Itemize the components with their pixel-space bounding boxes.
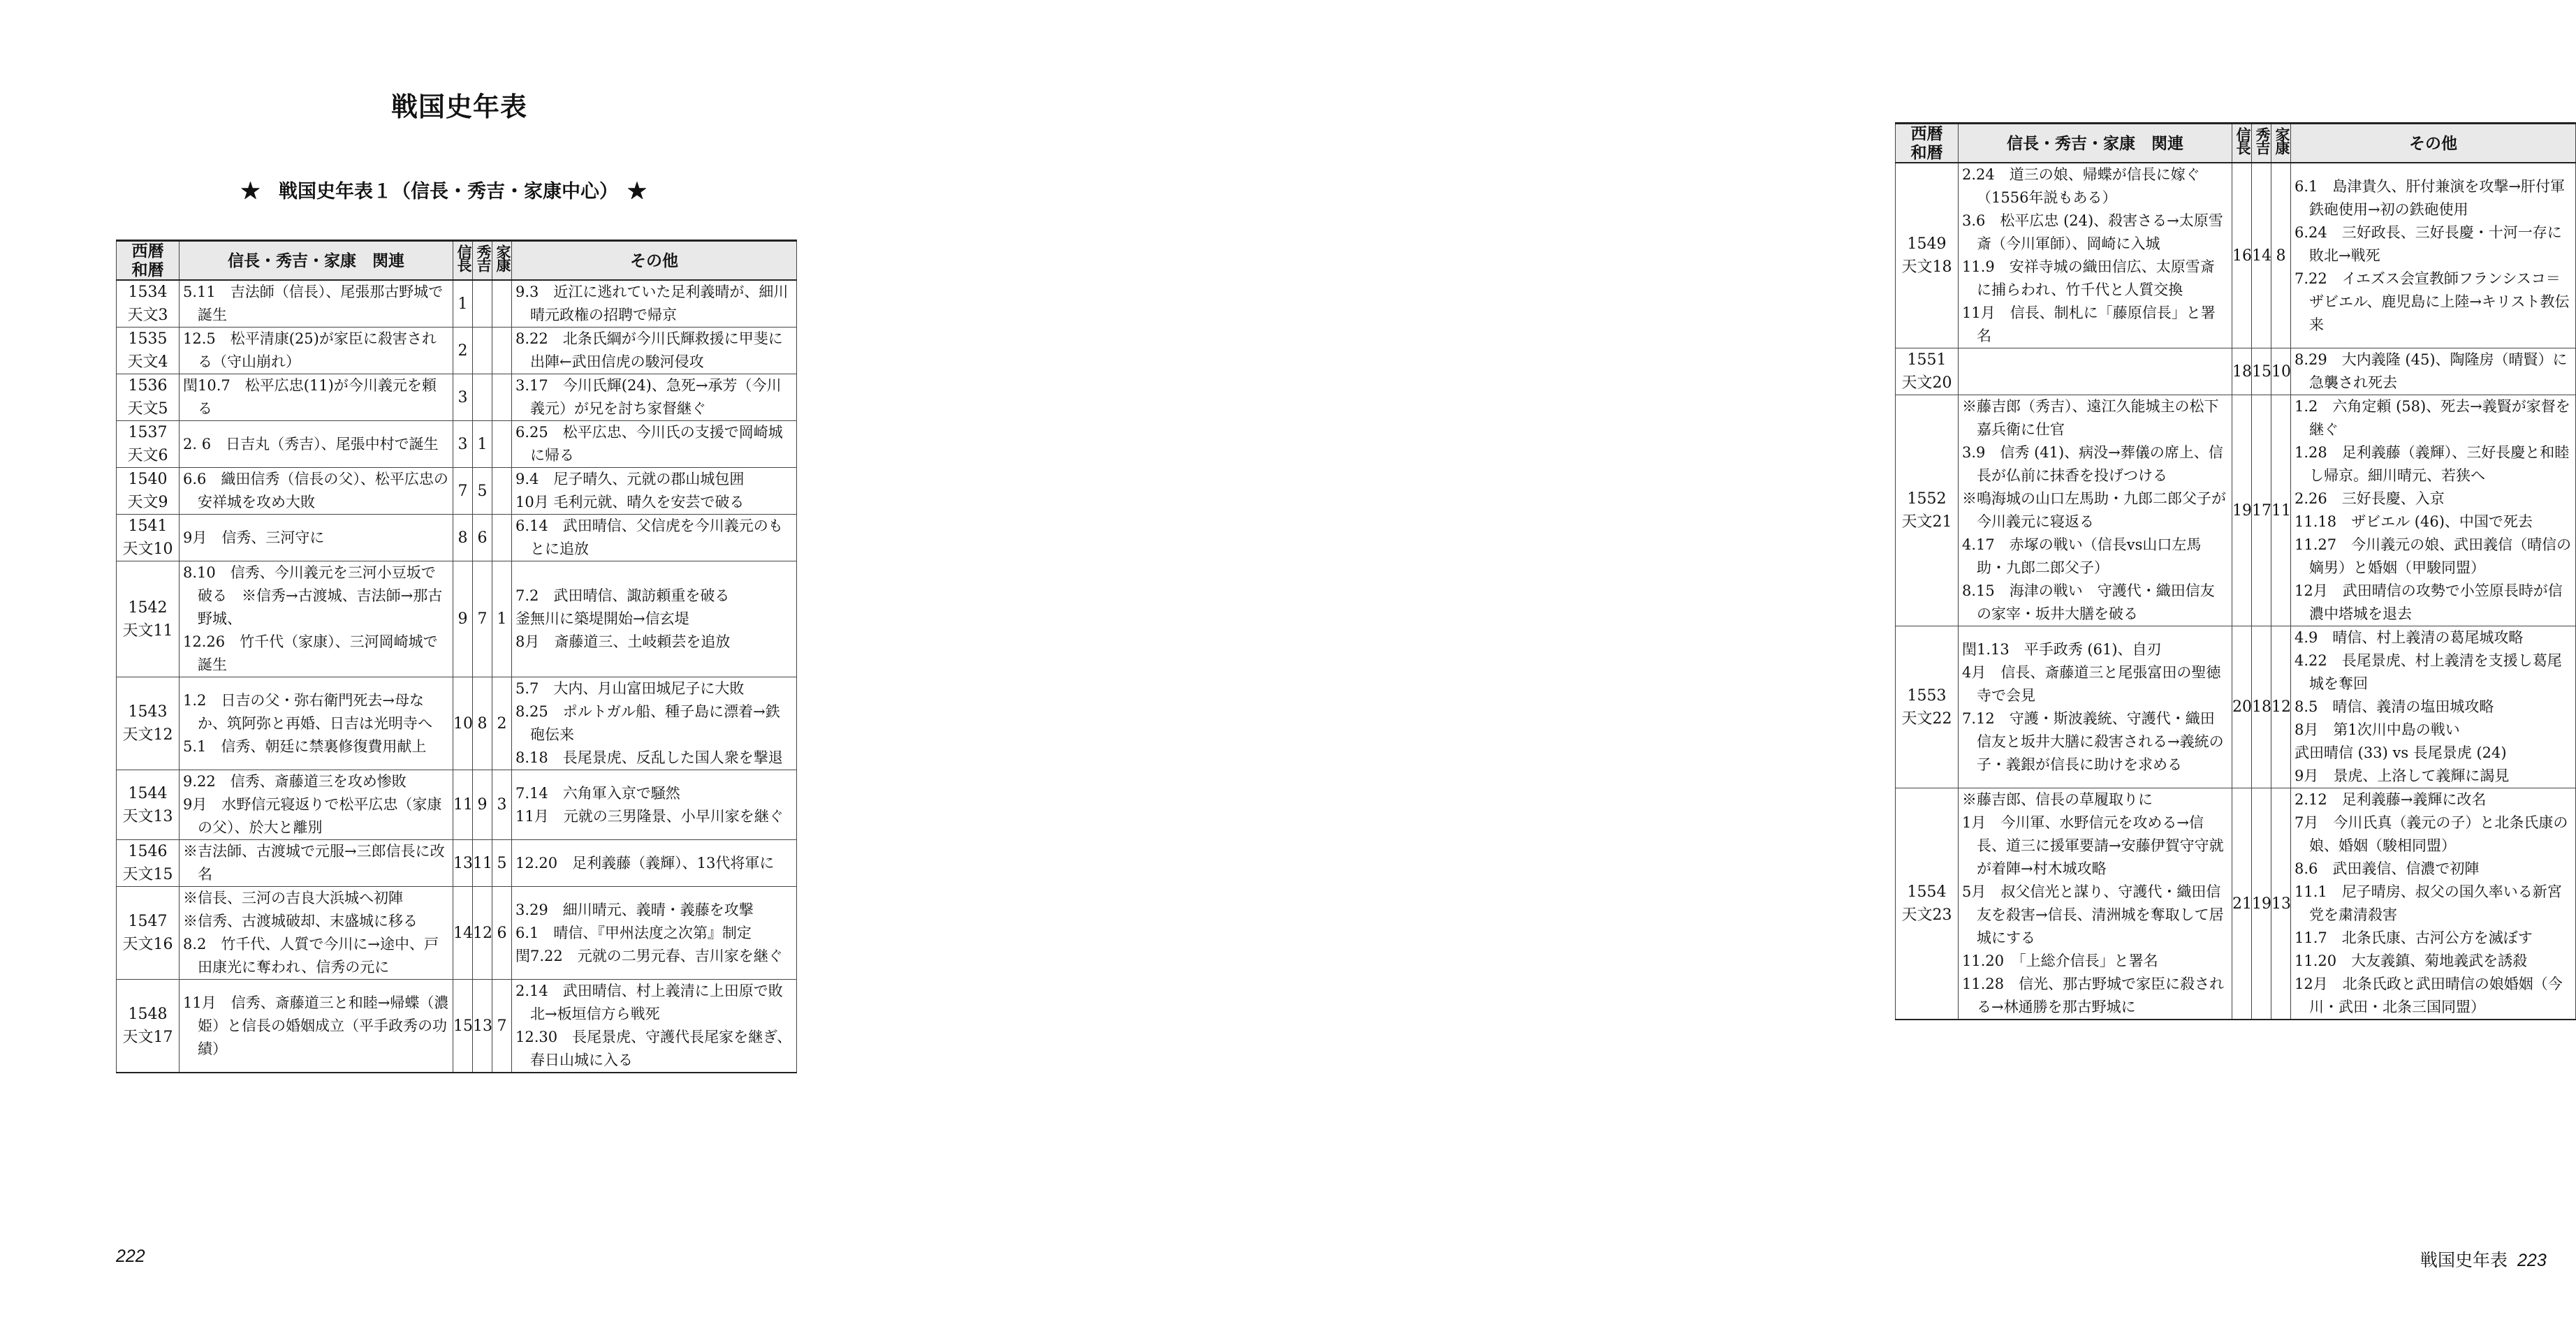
other-entry: 12月 武田晴信の攻勢で小笠原長時が信濃中塔城を退去 — [2295, 582, 2563, 622]
table-row — [117, 374, 797, 421]
table-row — [117, 887, 797, 980]
era-year: 天文12 — [122, 726, 173, 744]
other-entry: 12.30 長尾景虎、守護代長尾家を継ぎ、春日山城に入る — [515, 1029, 792, 1068]
ieyasu-age — [492, 421, 512, 468]
events-cell — [180, 770, 453, 840]
western-year: 1551 — [1907, 351, 1947, 369]
nobunaga-age: 21 — [2232, 788, 2252, 1020]
ieyasu-age — [492, 328, 512, 374]
era-year: 天文13 — [122, 807, 173, 825]
page-number-left: 222 — [116, 1246, 145, 1266]
western-year: 1544 — [128, 784, 168, 802]
other-entry: 1.2 六角定頼 (58)、死去→義賢が家督を継ぐ — [2295, 398, 2570, 438]
era-year: 天文15 — [122, 866, 173, 883]
nobunaga-age: 1 — [453, 280, 473, 328]
event-entry: 1月 今川軍、水野信元を攻める→信長、道三に援軍要請→安藤伊賀守守就が着陣→村木城攻略 — [1962, 814, 2224, 877]
year-cell — [1896, 348, 1959, 395]
left-page — [0, 0, 894, 1324]
era-year: 天文23 — [1901, 906, 1952, 924]
event-entry: 6.6 織田信秀（信長の父）、松平広忠の安祥城を攻め大敗 — [183, 471, 448, 510]
hideyoshi-age — [473, 328, 492, 374]
events-cell — [1959, 163, 2232, 348]
events-cell — [180, 840, 453, 887]
table-row — [117, 561, 797, 677]
other-entry: 11月 元就の三男隆景、小早川家を継ぐ — [515, 807, 784, 825]
other-cell — [512, 328, 797, 374]
other-cell — [512, 374, 797, 421]
event-entry: 9月 信秀、三河守に — [183, 529, 325, 546]
western-year: 1540 — [128, 471, 168, 488]
western-year: 1546 — [128, 843, 168, 860]
events-cell — [1959, 348, 2232, 395]
ieyasu-age: 13 — [2271, 788, 2291, 1020]
header-nobunaga: 信長 — [2232, 124, 2252, 163]
ieyasu-age: 12 — [2271, 626, 2291, 788]
other-entry: 3.29 細川晴元、義晴・義藤を攻撃 — [515, 901, 754, 918]
western-year: 1549 — [1907, 235, 1947, 253]
western-year: 1554 — [1907, 883, 1947, 901]
ieyasu-age: 1 — [492, 561, 512, 677]
event-entry: 閏1.13 平手政秀 (61)、自刃 — [1962, 640, 2162, 658]
other-entry: 閏7.22 元就の二男元春、吉川家を継ぐ — [515, 947, 783, 964]
event-entry: 4.17 赤塚の戦い（信長vs山口左馬助・九郎二郎父子） — [1962, 536, 2202, 576]
event-entry: 9.22 信秀、斎藤道三を攻め惨敗 — [183, 773, 407, 790]
event-entry: 3.6 松平広忠 (24)、殺害さる→太原雪斎（今川軍師）、岡崎に入城 — [1962, 212, 2223, 252]
other-entry: 6.14 武田晴信、父信虎を今川義元のもとに追放 — [515, 517, 783, 557]
other-entry: 12.20 足利義藤（義輝）、13代将軍に — [515, 854, 775, 871]
nobunaga-age: 20 — [2232, 626, 2252, 788]
other-entry: 6.1 島津貴久、肝付兼演を攻撃→肝付軍鉄砲使用→初の鉄砲使用 — [2295, 177, 2565, 218]
table-row — [1896, 163, 2576, 348]
year-cell — [117, 421, 180, 468]
other-entry: 6.24 三好政長、三好長慶・十河一存に敗北→戦死 — [2295, 223, 2562, 264]
event-entry: 12.5 松平清康(25)が家臣に殺害される（守山崩れ） — [183, 330, 437, 370]
event-entry: 閏10.7 松平広忠(11)が今川義元を頼る — [183, 377, 437, 417]
nobunaga-age: 14 — [453, 887, 473, 980]
other-entry: 7.2 武田晴信、諏訪頼重を破る — [515, 587, 730, 604]
other-entry: 3.17 今川氏輝(24)、急死→承芳（今川義元）が兄を討ち家督継ぐ — [515, 377, 782, 417]
year-cell — [117, 980, 180, 1073]
western-year: 1534 — [128, 284, 168, 301]
hideyoshi-age: 1 — [473, 421, 492, 468]
year-cell — [1896, 395, 1959, 626]
table-row — [1896, 395, 2576, 626]
era-year: 天文9 — [127, 494, 168, 511]
table-row — [1896, 348, 2576, 395]
table-row — [1896, 626, 2576, 788]
hideyoshi-age: 7 — [473, 561, 492, 677]
other-entry: 4.9 晴信、村上義清の葛尾城攻略 — [2295, 629, 2524, 646]
western-year: 1541 — [128, 517, 168, 535]
other-entry: 11.20 大友義鎮、菊地義武を誘殺 — [2295, 952, 2528, 969]
hideyoshi-age: 8 — [473, 677, 492, 770]
header-hideyoshi: 秀吉 — [2252, 124, 2271, 163]
page-title: 戦国史年表 — [391, 91, 528, 122]
other-entry: 8.25 ポルトガル船、種子島に漂着→鉄砲伝来 — [515, 703, 780, 743]
header-other: その他 — [2291, 124, 2576, 163]
other-cell — [512, 421, 797, 468]
other-entry: 武田晴信 (33) vs 長尾景虎 (24) — [2295, 744, 2507, 761]
other-entry: 2.12 足利義藤→義輝に改名 — [2295, 791, 2487, 808]
table-row — [117, 421, 797, 468]
events-cell — [1959, 788, 2232, 1020]
header-nobunaga: 信長 — [453, 241, 473, 281]
table-header-row — [117, 241, 797, 281]
table-row — [117, 280, 797, 328]
era-year: 天文5 — [127, 400, 168, 418]
other-cell — [2291, 395, 2576, 626]
era-year: 天文16 — [122, 936, 173, 953]
nobunaga-age: 3 — [453, 421, 473, 468]
ieyasu-age: 11 — [2271, 395, 2291, 626]
table-row — [117, 328, 797, 374]
events-cell — [1959, 626, 2232, 788]
table-body-left — [117, 280, 797, 1073]
ieyasu-age — [492, 515, 512, 561]
western-year: 1547 — [128, 913, 168, 930]
other-entry: 釜無川に築堤開始→信玄堤 — [515, 610, 689, 627]
year-cell — [117, 770, 180, 840]
other-cell — [2291, 788, 2576, 1020]
other-entry: 8月 斎藤道三、土岐頼芸を追放 — [515, 633, 731, 650]
other-entry: 8.29 大内義隆 (45)、陶隆房（晴賢）に急襲され死去 — [2295, 351, 2568, 391]
western-year: 1542 — [128, 598, 168, 617]
ieyasu-age: 10 — [2271, 348, 2291, 395]
other-entry: 1.28 足利義藤（義輝）、三好長慶と和睦し帰京。細川晴元、若狭へ — [2295, 444, 2570, 484]
header-year: 西暦 和暦 — [117, 241, 180, 281]
ieyasu-age: 5 — [492, 840, 512, 887]
era-year: 天文22 — [1901, 709, 1952, 728]
table-row — [117, 770, 797, 840]
other-entry: 8.6 武田義信、信濃で初陣 — [2295, 860, 2480, 877]
nobunaga-age: 13 — [453, 840, 473, 887]
right-page — [894, 0, 2572, 1324]
year-cell — [117, 280, 180, 328]
event-entry: 5.1 信秀、朝廷に禁裏修復費用献上 — [183, 737, 427, 755]
hideyoshi-age: 14 — [2252, 163, 2271, 348]
table-body-right — [1896, 163, 2576, 1020]
other-entry: 7.14 六角軍入京で騒然 — [515, 784, 680, 802]
other-cell — [512, 840, 797, 887]
event-entry: ※吉法師、古渡城で元服→三郎信長に改名 — [183, 843, 445, 883]
events-cell — [180, 328, 453, 374]
header-events: 信長・秀吉・家康 関連 — [1959, 124, 2232, 163]
year-cell — [117, 515, 180, 561]
events-cell — [180, 374, 453, 421]
event-entry: 12.26 竹千代（家康）、三河岡崎城で誕生 — [183, 633, 438, 673]
ieyasu-age: 2 — [492, 677, 512, 770]
year-cell — [1896, 163, 1959, 348]
event-entry: 4月 信長、斎藤道三と尾張富田の聖徳寺で会見 — [1962, 663, 2221, 704]
other-entry: 11.1 尼子晴房、叔父の国久率いる新宮党を粛清殺害 — [2295, 883, 2562, 923]
event-entry: 8.2 竹千代、人質で今川に→途中、戸田康光に奪われ、信秀の元に — [183, 936, 439, 976]
other-entry: 7.22 イエズス会宣教師フランシスコ＝ザビエル、鹿児島に上陸→キリスト教伝来 — [2295, 270, 2570, 333]
hideyoshi-age — [473, 280, 492, 328]
header-hideyoshi: 秀吉 — [473, 241, 492, 281]
event-entry: 11.28 信光、那古野城で家臣に殺される→林通勝を那古野城に — [1962, 976, 2225, 1015]
events-cell — [180, 561, 453, 677]
events-cell — [180, 515, 453, 561]
nobunaga-age: 2 — [453, 328, 473, 374]
event-entry: 11月 信秀、斎藤道三と和睦→帰蝶（濃姫）と信長の婚姻成立（平手政秀の功績） — [183, 994, 449, 1057]
other-cell — [2291, 348, 2576, 395]
other-entry: 6.25 松平広忠、今川氏の支援で岡崎城に帰る — [515, 424, 783, 464]
other-entry: 11.7 北条氏康、古河公方を滅ぼす — [2295, 929, 2533, 946]
other-cell — [512, 515, 797, 561]
year-cell — [117, 887, 180, 980]
events-cell — [180, 677, 453, 770]
event-entry: 5月 叔父信光と謀り、守護代・織田信友を殺害→信長、清洲城を奪取して居城にする — [1962, 883, 2224, 946]
ieyasu-age: 8 — [2271, 163, 2291, 348]
table-header-row — [1896, 124, 2576, 163]
era-year: 天文17 — [122, 1029, 173, 1046]
nobunaga-age: 18 — [2232, 348, 2252, 395]
nobunaga-age: 11 — [453, 770, 473, 840]
table-row — [117, 677, 797, 770]
event-entry: 11.20 「上総介信長」と署名 — [1962, 952, 2158, 969]
era-year: 天文18 — [1901, 258, 1952, 276]
page-footer-right — [2420, 1246, 2547, 1272]
other-cell — [512, 677, 797, 770]
nobunaga-age: 7 — [453, 468, 473, 515]
hideyoshi-age: 15 — [2252, 348, 2271, 395]
nobunaga-age: 3 — [453, 374, 473, 421]
ieyasu-age — [492, 468, 512, 515]
year-cell — [1896, 788, 1959, 1020]
year-cell — [1896, 626, 1959, 788]
event-entry: 8.15 海津の戦い 守護代・織田信友の家宰・坂井大膳を破る — [1962, 582, 2215, 622]
event-entry: ※鳴海城の山口左馬助・九郎二郎父子が今川義元に寝返る — [1962, 490, 2226, 530]
chronology-table-left — [116, 240, 797, 1073]
events-cell — [180, 887, 453, 980]
other-entry: 8.18 長尾景虎、反乱した国人衆を撃退 — [515, 749, 783, 766]
other-entry: 2.26 三好長慶、入京 — [2295, 490, 2445, 507]
event-entry: 9月 水野信元寝返りで松平広忠（家康の父）、於大と離別 — [183, 796, 442, 836]
other-entry: 5.7 大内、月山富田城尼子に大敗 — [515, 680, 745, 697]
nobunaga-age: 9 — [453, 561, 473, 677]
event-entry: ※信秀、古渡城破却、末盛城に移る — [183, 913, 418, 929]
ieyasu-age — [492, 280, 512, 328]
events-cell — [180, 980, 453, 1073]
hideyoshi-age: 11 — [473, 840, 492, 887]
hideyoshi-age: 9 — [473, 770, 492, 840]
table-row — [1896, 788, 2576, 1020]
other-entry: 4.22 長尾景虎、村上義清を支援し葛尾城を奪回 — [2295, 652, 2562, 692]
table-row — [117, 980, 797, 1073]
other-entry: 11.18 ザビエル (46)、中国で死去 — [2295, 513, 2533, 530]
hideyoshi-age — [473, 374, 492, 421]
running-title: 戦国史年表 — [2420, 1251, 2508, 1270]
header-ieyasu: 家康 — [492, 241, 512, 281]
ieyasu-age: 6 — [492, 887, 512, 980]
other-cell — [2291, 163, 2576, 348]
event-entry: ※藤吉郎（秀吉）、遠江久能城主の松下嘉兵衛に仕官 — [1962, 398, 2219, 438]
year-cell — [117, 374, 180, 421]
western-year: 1535 — [128, 330, 168, 348]
event-entry: 2. 6 日吉丸（秀吉）、尾張中村で誕生 — [183, 435, 439, 453]
other-cell — [512, 887, 797, 980]
events-cell — [180, 280, 453, 328]
western-year: 1552 — [1907, 490, 1947, 508]
other-entry: 9月 景虎、上洛して義輝に謁見 — [2295, 767, 2510, 784]
year-cell — [117, 328, 180, 374]
events-cell — [180, 468, 453, 515]
hideyoshi-age: 5 — [473, 468, 492, 515]
other-entry: 7月 今川氏真（義元の子）と北条氏康の娘、婚姻（駿相同盟） — [2295, 814, 2568, 854]
nobunaga-age: 19 — [2232, 395, 2252, 626]
western-year: 1543 — [128, 703, 168, 721]
header-events: 信長・秀吉・家康 関連 — [180, 241, 453, 281]
table-row — [117, 515, 797, 561]
year-cell — [117, 468, 180, 515]
event-entry: ※信長、三河の吉良大浜城へ初陣 — [183, 890, 403, 906]
hideyoshi-age: 19 — [2252, 788, 2271, 1020]
nobunaga-age: 8 — [453, 515, 473, 561]
page-number-right: 223 — [2517, 1251, 2547, 1270]
table-row — [117, 468, 797, 515]
event-entry: 2.24 道三の娘、帰蝶が信長に嫁ぐ（1556年説もある） — [1962, 166, 2200, 206]
hideyoshi-age: 13 — [473, 980, 492, 1073]
year-cell — [117, 840, 180, 887]
other-cell — [512, 468, 797, 515]
ieyasu-age — [492, 374, 512, 421]
era-year: 天文3 — [127, 307, 168, 324]
other-entry: 8月 第1次川中島の戦い — [2295, 721, 2460, 738]
other-entry: 2.14 武田晴信、村上義清に上田原で敗北→板垣信方ら戦死 — [515, 983, 783, 1022]
events-cell — [1959, 395, 2232, 626]
other-entry: 12月 北条氏政と武田晴信の娘婚姻（今川・武田・北条三国同盟） — [2295, 976, 2563, 1015]
western-year: 1553 — [1907, 686, 1947, 705]
event-entry: 8.10 信秀、今川義元を三河小豆坂で破る ※信秀→古渡城、吉法師→那古野城、 — [183, 564, 443, 627]
event-entry: 7.12 守護・斯波義統、守護代・織田信友と坂井大膳に殺害される→義統の子・義銀が信長に助けを求める — [1962, 709, 2224, 773]
other-entry: 6.1 晴信、『甲州法度之次第』制定 — [515, 924, 752, 941]
hideyoshi-age: 6 — [473, 515, 492, 561]
nobunaga-age: 15 — [453, 980, 473, 1073]
table-subtitle: ★ 戦国史年表１（信長・秀吉・家康中心） ★ — [241, 181, 647, 203]
era-year: 天文20 — [1901, 374, 1952, 392]
year-cell — [117, 561, 180, 677]
ieyasu-age: 7 — [492, 980, 512, 1073]
year-cell — [117, 677, 180, 770]
chronology-table-right — [1895, 122, 2576, 1020]
event-entry: 11月 信長、制札に「藤原信長」と署名 — [1962, 304, 2216, 344]
ieyasu-age: 3 — [492, 770, 512, 840]
other-entry: 8.5 晴信、義清の塩田城攻略 — [2295, 698, 2494, 715]
nobunaga-age: 16 — [2232, 163, 2252, 348]
western-year: 1537 — [128, 424, 168, 441]
table-row — [117, 840, 797, 887]
other-entry: 11.27 今川義元の娘、武田義信（晴信の嫡男）と婚姻（甲駿同盟） — [2295, 536, 2572, 576]
era-year: 天文4 — [127, 353, 168, 371]
other-cell — [512, 980, 797, 1073]
event-entry: ※藤吉郎、信長の草履取りに — [1962, 791, 2153, 808]
other-cell — [512, 280, 797, 328]
event-entry: 3.9 信秀 (41)、病没→葬儀の席上、信長が仏前に抹香を投げつける — [1962, 444, 2223, 484]
other-entry: 9.3 近江に逃れていた足利義晴が、細川晴元政権の招聘で帰京 — [515, 284, 789, 323]
header-year: 西暦 和暦 — [1896, 124, 1959, 163]
header-ieyasu: 家康 — [2271, 124, 2291, 163]
event-entry: 11.9 安祥寺城の織田信広、太原雪斎に捕らわれ、竹千代と人質交換 — [1962, 258, 2215, 298]
era-year: 天文11 — [122, 621, 173, 640]
other-entry: 10月 毛利元就、晴久を安芸で破る — [515, 494, 745, 510]
events-cell — [180, 421, 453, 468]
hideyoshi-age: 17 — [2252, 395, 2271, 626]
era-year: 天文6 — [127, 447, 168, 464]
header-other: その他 — [512, 241, 797, 281]
hideyoshi-age: 12 — [473, 887, 492, 980]
western-year: 1548 — [128, 1006, 168, 1023]
other-cell — [2291, 626, 2576, 788]
hideyoshi-age: 18 — [2252, 626, 2271, 788]
event-entry: 5.11 吉法師（信長）、尾張那古野城で誕生 — [183, 284, 444, 323]
event-entry: 1.2 日吉の父・弥右衛門死去→母なか、筑阿弥と再婚、日吉は光明寺へ — [183, 691, 432, 732]
other-entry: 8.22 北条氏綱が今川氏輝救援に甲斐に出陣←武田信虎の駿河侵攻 — [515, 330, 783, 370]
other-entry: 9.4 尼子晴久、元就の郡山城包囲 — [515, 471, 745, 487]
nobunaga-age: 10 — [453, 677, 473, 770]
other-cell — [512, 770, 797, 840]
era-year: 天文10 — [122, 540, 173, 558]
era-year: 天文21 — [1901, 513, 1952, 531]
other-cell — [512, 561, 797, 677]
western-year: 1536 — [128, 377, 168, 395]
